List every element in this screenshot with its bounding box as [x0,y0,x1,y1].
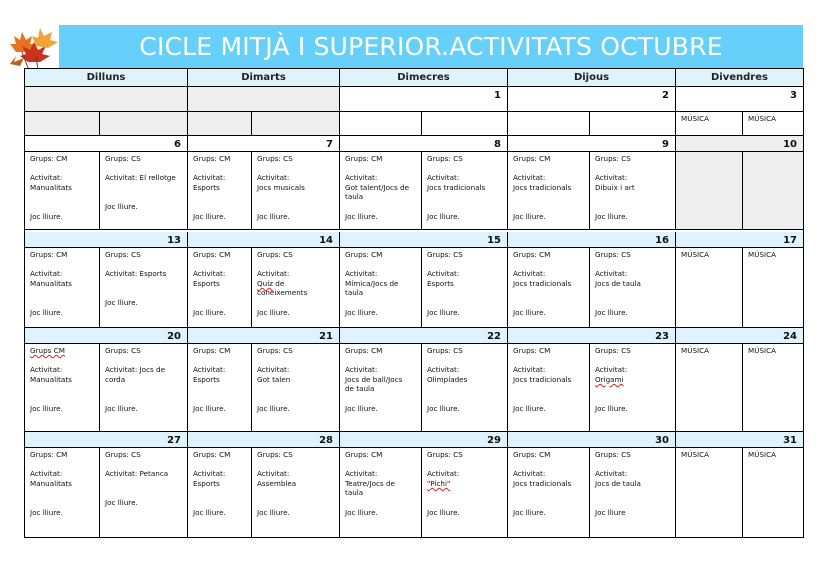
day-number: 3 [676,87,803,112]
day-number: 27 [25,432,188,448]
activity-cell [508,248,590,328]
activity-name: Jocs musicals [257,182,305,192]
activity-label: Activitat: [345,173,378,183]
activity-cell [25,448,100,538]
activity-name: Manualitats [30,182,72,192]
activity-name: Mímica/Jocs de [345,278,399,288]
group-label: Grups: CS [257,154,293,163]
cell-text: MÚSICA [681,114,710,123]
day-number: 16 [508,232,676,248]
free-play-label: Joc lliure [595,507,626,517]
group-label: Grups: CS [105,154,141,163]
day-number: 7 [188,136,340,152]
day-number: 10 [676,136,803,152]
activity-label: Activitat: [257,269,290,279]
day-number: 8 [340,136,508,152]
activity-name-cont: taula [345,288,364,298]
activity-cell [25,112,100,136]
day-number: 6 [25,136,188,152]
group-label: Grups: CS [105,450,141,459]
friday-cell [676,152,743,230]
weekday-header: Dimecres [340,69,508,87]
group-label: Grups: CS [595,346,631,355]
activity-name: Manualitats [30,478,72,488]
day-number: 31 [676,432,803,448]
activity-cell [188,248,252,328]
weekday-header: Dijous [508,69,676,87]
group-label: Grups: CM [193,250,231,259]
activity-cell [340,248,422,328]
group-label: Grups: CS [427,450,463,459]
activity-cell [422,152,508,230]
activity-label: Activitat: [595,269,628,279]
free-play-label: Joc lliure. [257,307,290,317]
free-play-label: Joc lliure. [345,507,378,517]
activity-label: Activitat: [30,269,63,279]
activity-name: corda [105,374,126,384]
activity-cell [508,112,590,136]
activity-name-part: de [272,278,285,288]
group-label: Grups: CS [257,450,293,459]
day-number: 1 [340,87,508,112]
activity-name-cont: taula [345,488,364,498]
group-label: Grups: CM [345,450,383,459]
activity-name: Jocs tradicionals [513,278,572,288]
activity-cell [422,448,508,538]
free-play-label: Joc lliure. [345,211,378,221]
activity-name: Jocs tradicionals [513,182,572,192]
free-play-label: Joc lliure. [345,403,378,413]
day-number: 30 [508,432,676,448]
activity-name: Manualitats [30,278,72,288]
activity-name: Assemblea [257,478,297,488]
activity-name: Esports [193,278,220,288]
activity-label: Activitat: [30,469,63,479]
activity-name-cont: coneixements [257,288,308,298]
activity-label: Activitat: [193,469,226,479]
activity-name: Jocs tradicionals [513,478,572,488]
activity-cell [590,448,676,538]
activity-cell [100,112,188,136]
activity-name: Teatre/Jocs de [345,478,395,488]
activity-label: Activitat: [345,469,378,479]
activity-name: Jocs tradicionals [427,182,486,192]
activity-name: Jocs de taula [595,278,641,288]
activity-cell [100,152,188,230]
weekday-header: Dilluns [25,69,188,87]
free-play-label: Joc lliure. [193,307,226,317]
autumn-leaves-logo [6,22,62,72]
group-label: Grups: CS [257,250,293,259]
activity-name: Got talen [257,374,291,384]
activity-cell [252,448,340,538]
activity-label: Activitat: [345,365,378,375]
activity-cell [188,152,252,230]
free-play-label: Joc lliure. [193,403,226,413]
activity-name: Got talent/Jocs de [345,182,409,192]
music-label: MÚSICA [681,346,710,355]
activity-name [257,279,334,289]
activity-label: Activitat: Jocs de [105,365,166,375]
group-label: Grups: CM [513,250,551,259]
activity-name: Manualitats [30,374,72,384]
music-label: MÚSICA [748,346,777,355]
group-label: Grups: CS [105,250,141,259]
activity-cell [25,152,100,230]
free-play-label: Joc lliure. [30,307,63,317]
free-play-label: Joc lliure. [193,211,226,221]
activity-label: Activitat: [513,469,546,479]
free-play-label: Joc lliure. [105,297,138,307]
free-play-label: Joc lliure. [30,211,63,221]
cell-text: MÚSICA [748,114,777,123]
activity-label: Activitat: [427,365,460,375]
day-number [188,87,340,112]
activity-label: Activitat: [193,173,226,183]
activity-label: Activitat: [595,365,628,375]
friday-cell [743,248,803,328]
activity-cell [743,112,803,136]
group-label: Grups: CM [345,154,383,163]
activity-label: Activitat: [257,173,290,183]
group-label: Grups: CS [595,154,631,163]
activity-cell [100,248,188,328]
day-number: 22 [340,328,508,344]
free-play-label: Joc lliure. [257,403,290,413]
activity-cell [188,112,252,136]
group-label: Grups: CM [30,154,68,163]
free-play-label: Joc lliure. [345,307,378,317]
activity-label: Activitat: [513,173,546,183]
day-number: 23 [508,328,676,344]
activity-name: Dibuix i art [595,182,635,192]
free-play-label: Joc lliure. [513,211,546,221]
activity-label: Activitat: [257,365,290,375]
activity-name: Olimpíades [427,374,468,384]
group-label: Grups: CS [257,346,293,355]
music-label: MÚSICA [748,250,777,259]
activity-label: Activitat: Esports [105,269,167,279]
day-number: 9 [508,136,676,152]
friday-cell [676,448,743,538]
music-label: MÚSICA [748,450,777,459]
free-play-label: Joc lliure. [595,307,628,317]
activity-cell [340,448,422,538]
day-number [25,87,188,112]
free-play-label: Joc lliure. [427,211,460,221]
activity-cell [508,448,590,538]
free-play-label: Joc lliure. [30,507,63,517]
activity-cell [508,152,590,230]
day-number: 29 [340,432,508,448]
free-play-label: Joc lliure. [105,403,138,413]
activity-label: Activitat: [595,173,628,183]
group-label: Grups: CS [427,250,463,259]
group-label: Grups: CM [193,346,231,355]
activity-name: Jocs de taula [595,478,641,488]
group-label: Grups: CS [105,346,141,355]
group-label: Grups: CS [595,250,631,259]
free-play-label: Joc lliure. [193,507,226,517]
activity-name: Esports [193,374,220,384]
group-label: Grups: CM [30,450,68,459]
free-play-label: Joc lliure. [513,403,546,413]
day-number: 14 [188,232,340,248]
weekday-header: Divendres [676,69,803,87]
group-label: Grups: CM [193,154,231,163]
activity-cell [676,112,743,136]
group-label: Grups: CM [513,154,551,163]
activity-name-cont: de taula [345,384,375,394]
activity-name: "Pichi" [427,478,451,488]
activity-cell [252,152,340,230]
free-play-label: Joc lliure. [513,307,546,317]
music-label: MÚSICA [681,450,710,459]
activity-cell [508,344,590,432]
free-play-label: Joc lliure. [105,201,138,211]
activity-cell [252,344,340,432]
activity-name: Esports [427,278,454,288]
activity-cell [422,344,508,432]
activity-cell [100,344,188,432]
group-label: Grups: CM [30,250,68,259]
day-number: 28 [188,432,340,448]
day-number: 17 [676,232,803,248]
free-play-label: Joc lliure. [427,507,460,517]
activity-cell [252,248,340,328]
day-number: 21 [188,328,340,344]
activity-label: Activitat: [427,173,460,183]
activity-cell [25,344,100,432]
day-number: 24 [676,328,803,344]
activity-cell [422,248,508,328]
free-play-label: Joc lliure. [427,307,460,317]
activity-cell [590,248,676,328]
activity-name: Esports [193,182,220,192]
free-play-label: Joc lliure. [595,211,628,221]
activity-name: Jocs de ball/Jocs [345,374,403,384]
group-label: Grups: CS [427,346,463,355]
activity-label: Activitat: [513,365,546,375]
day-number: 20 [25,328,188,344]
activity-name: Origami [595,374,624,384]
free-play-label: Joc lliure. [427,403,460,413]
free-play-label: Joc lliure. [105,497,138,507]
friday-cell [743,152,803,230]
activity-label: Activitat: [257,469,290,479]
day-number: 15 [340,232,508,248]
activity-label: Activitat: [427,269,460,279]
activity-cell [25,248,100,328]
activity-cell [252,112,340,136]
activity-name-cont: taula [345,192,364,202]
page-title: CICLE MITJÀ I SUPERIOR.ACTIVITATS OCTUBRE [59,25,803,68]
activity-label: Activitat: [427,469,460,479]
activity-cell [188,344,252,432]
day-number: 13 [25,232,188,248]
activity-label: Activitat: [193,269,226,279]
activity-cell [590,152,676,230]
activity-name: Esports [193,478,220,488]
group-label: Grups: CM [345,250,383,259]
activity-cell [340,112,422,136]
activity-label: Activitat: [345,269,378,279]
activity-name: Jocs tradicionals [513,374,572,384]
group-label: Grups: CS [427,154,463,163]
activity-cell [340,344,422,432]
friday-cell [676,344,743,432]
free-play-label: Joc lliure. [257,211,290,221]
activity-label: Activitat: El rellotge [105,173,176,183]
group-label: Grups: CM [513,450,551,459]
activity-name-part: Quiz [257,278,273,288]
friday-cell [743,344,803,432]
activity-label: Activitat: [595,469,628,479]
activity-cell [422,112,508,136]
activity-cell [340,152,422,230]
activity-label: Activitat: Petanca [105,469,169,479]
activity-cell [100,448,188,538]
group-label: Grups: CM [345,346,383,355]
group-label: Grups: CM [193,450,231,459]
group-label: Grups: CM [513,346,551,355]
activity-cell [590,344,676,432]
activity-cell [188,448,252,538]
music-label: MÚSICA [681,250,710,259]
calendar-table [24,68,804,538]
free-play-label: Joc lliure. [513,507,546,517]
weekday-header: Dimarts [188,69,340,87]
activity-label: Activitat: [30,173,63,183]
group-label: Grups: CS [595,450,631,459]
free-play-label: Joc lliure. [30,403,63,413]
activity-cell [590,112,676,136]
friday-cell [743,448,803,538]
activity-label: Activitat: [193,365,226,375]
free-play-label: Joc lliure. [257,507,290,517]
day-number: 2 [508,87,676,112]
group-label: Grups CM [30,346,65,355]
activity-label: Activitat: [513,269,546,279]
free-play-label: Joc lliure. [595,403,628,413]
activity-label: Activitat: [30,365,63,375]
friday-cell [676,248,743,328]
